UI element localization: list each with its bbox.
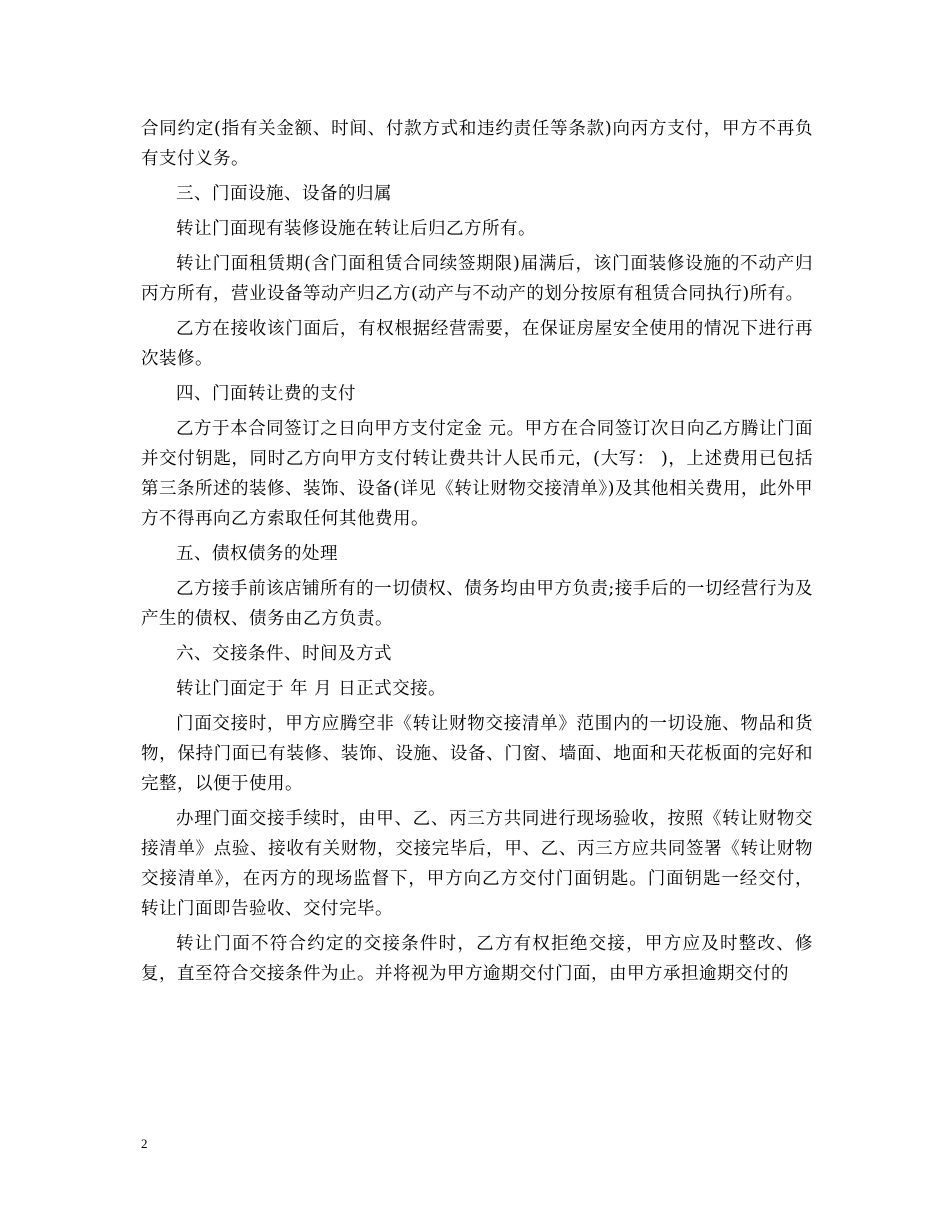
document-body [141, 114, 813, 994]
paragraph: 乙方于本合同签订之日向甲方支付定金 元。甲方在合同签订次日向乙方腾让门面并交付钥匙，同时乙方向甲方支付转让费共计人民币元，(大写： )，上述费用已包括第三条所述的装修、装饰、设备(详见《转让财物交接清单》)及其他相关费用，此外甲方不得再向乙方索取任何其他费用。 [141, 419, 813, 529]
section-heading-5: 五、债权债务的处理 [176, 544, 338, 564]
paragraph: 乙方接手前该店铺所有的一切债权、债务均由甲方负责;接手后的一切经营行为及产生的债权、债务由乙方负责。 [141, 579, 813, 629]
paragraph: 转让门面不符合约定的交接条件时，乙方有权拒绝交接，甲方应及时整改、修复，直至符合交接条件为止。并将视为甲方逾期交付门面，由甲方承担逾期交付的 [141, 934, 813, 984]
paragraph: 门面交接时，甲方应腾空非《转让财物交接清单》范围内的一切设施、物品和货物，保持门面已有装修、装饰、设施、设备、门窗、墙面、地面和天花板面的完好和完整，以便于使用。 [141, 714, 813, 794]
paragraph: 转让门面定于 年 月 日正式交接。 [176, 679, 447, 699]
paragraph: 转让门面租赁期(含门面租赁合同续签期限)届满后，该门面装修设施的不动产归丙方所有，营业设备等动产归乙方(动产与不动产的划分按原有租赁合同执行)所有。 [141, 254, 813, 304]
paragraph: 转让门面现有装修设施在转让后归乙方所有。 [176, 219, 536, 239]
paragraph-continued: 合同约定(指有关金额、时间、付款方式和违约责任等条款)向丙方支付，甲方不再负有支付义务。 [141, 119, 813, 169]
section-heading-4: 四、门面转让费的支付 [176, 384, 356, 404]
section-heading-6: 六、交接条件、时间及方式 [176, 644, 392, 664]
section-heading-3: 三、门面设施、设备的归属 [176, 184, 392, 204]
paragraph: 办理门面交接手续时，由甲、乙、丙三方共同进行现场验收，按照《转让财物交接清单》点验、接收有关财物，交接完毕后，甲、乙、丙三方应共同签署《转让财物交接清单》，在丙方的现场监督下，甲方向乙方交付门面钥匙。门面钥匙一经交付，转让门面即告验收、交付完毕。 [141, 809, 813, 919]
page-number: 2 [141, 1136, 148, 1151]
paragraph: 乙方在接收该门面后，有权根据经营需要，在保证房屋安全使用的情况下进行再次装修。 [141, 319, 813, 369]
